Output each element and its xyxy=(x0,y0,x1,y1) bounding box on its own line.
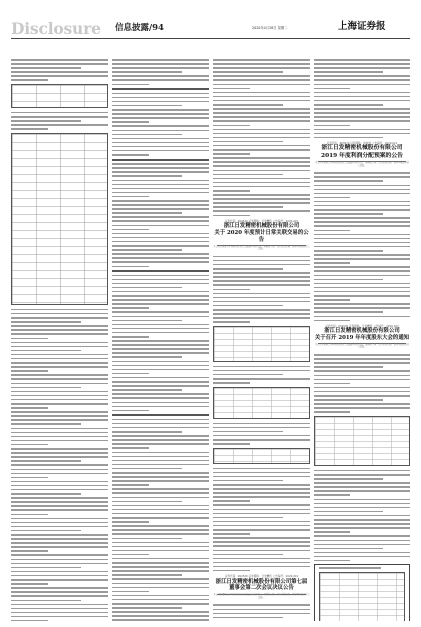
announcement-title: 关于召开 2019 年年度股东大会的通知 xyxy=(314,334,410,341)
brand-title: Disclosure xyxy=(11,19,101,38)
announcement-company: 浙江日发精密机械股份有限公司 xyxy=(223,223,300,230)
announcement-company: 浙江日发精密机械股份有限公司 xyxy=(324,328,400,335)
announcement-company: 浙江日发精密机械股份有限公司 xyxy=(321,145,403,152)
announcement-notice: 本公司及董事会全体成员保证信息披露内容的真实、准确和完整，没有虚假记载、误导性陈述或重大遗漏。 xyxy=(213,593,310,599)
masthead xyxy=(0,0,421,54)
announcement-company: 浙江日发精密机械股份有限公司第七届董事会第二次会议决议公告 xyxy=(215,578,308,592)
column-4 xyxy=(314,59,410,621)
announcement-title: 关于 2020 年度预计日常关联交易的公告 xyxy=(214,229,309,243)
section-label: 信息披露/94 xyxy=(115,23,164,33)
summary-table xyxy=(213,448,310,464)
announcement-title: 2019 年度利润分配预案的公告 xyxy=(321,152,403,159)
announcement-notice: 本公司及董事会全体成员保证信息披露内容的真实、准确和完整，没有虚假记载、误导性陈述或重大遗漏。 xyxy=(314,342,410,349)
announcement-related-party xyxy=(213,220,310,251)
proposal-table xyxy=(314,416,410,466)
column-2 xyxy=(112,59,209,621)
issue-date: 2020年4月28日 星期二 xyxy=(252,26,288,30)
financial-table xyxy=(11,84,108,108)
newspaper-name: 上海证券报 xyxy=(338,21,386,32)
announcement-notice: 本公司及董事会全体成员保证信息披露内容的真实、准确和完整，没有虚假记载、误导性陈述或重大遗漏。 xyxy=(314,160,410,167)
related-party-table xyxy=(213,326,310,362)
proxy-form-box xyxy=(314,564,410,621)
transaction-table xyxy=(213,387,310,419)
announcement-code: 证券代码：002520 证券简称：日发精机 公告编号：2020-019 xyxy=(224,575,299,579)
masthead-rule xyxy=(11,38,410,39)
proxy-voting-table xyxy=(319,572,405,621)
announcement-code: 证券代码：002520 证券简称：日发精机 公告编号：2020-027 xyxy=(325,325,399,329)
announcement-notice: 本公司及董事会全体成员保证信息披露内容的真实、准确和完整，没有虚假记载、误导性陈述或重大遗漏。 xyxy=(213,244,310,251)
column-1 xyxy=(11,59,108,621)
announcement-code: 证券代码：002520 证券简称：日发精机 公告编号：2020-022 xyxy=(224,220,299,224)
data-table xyxy=(11,133,108,305)
announcement-code: 证券代码：603979 证券简称：金诚信 公告编号：2020-021 xyxy=(326,142,398,146)
announcement-board-meeting xyxy=(213,575,310,599)
announcement-profit-distribution xyxy=(314,142,410,167)
announcement-shareholder-meeting xyxy=(314,325,410,349)
column-3 xyxy=(213,59,310,621)
